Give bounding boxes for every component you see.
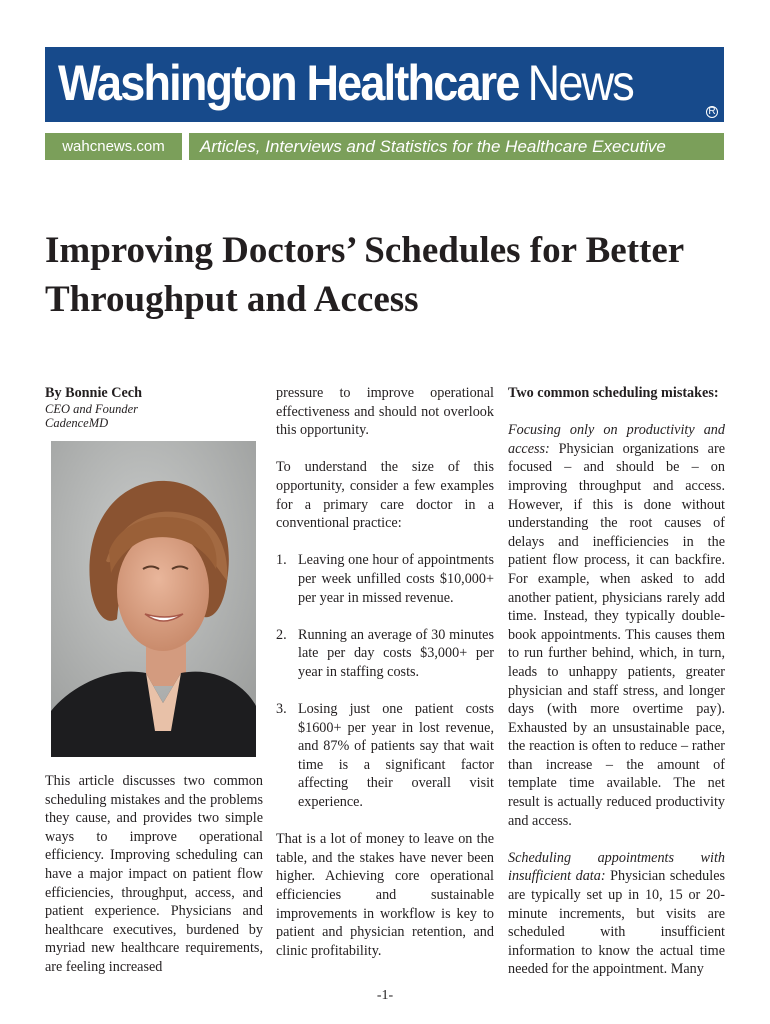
author-portrait-image xyxy=(51,441,256,757)
article-title: Improving Doctors’ Schedules for Better Throughput and Access xyxy=(45,230,684,320)
publication-tagline: Articles, Interviews and Statistics for the Healthcare Executive xyxy=(189,133,724,160)
mistake-2-paragraph xyxy=(508,849,725,979)
publication-name-bold: Washington Healthcare xyxy=(58,55,519,111)
mistake-2-lead: Scheduling appointments with insufficient data: xyxy=(508,849,725,885)
list-number: 2. xyxy=(276,626,287,643)
list-number: 1. xyxy=(276,552,287,569)
mistake-1-lead: Focusing only on productivity and access: xyxy=(508,422,725,457)
website-link[interactable]: wahcnews.com xyxy=(45,133,182,160)
column-1 xyxy=(45,384,263,977)
list-item xyxy=(276,700,494,812)
list-text: Leaving one hour of appointments per week unfilled costs $10,000+ per year in missed revenue. xyxy=(298,552,494,606)
publication-name-light: News xyxy=(527,55,633,111)
list-item xyxy=(276,551,494,607)
author-photo xyxy=(51,441,256,757)
mistake-1-text: Physician organizations are focused – and should be – on improving throughput and access. However, if this is done without understanding the root causes of delays and inefficiencies in the patient flow process, it can backfire. For example, when asked to add another patient, physicians rarely add time. Instead, they typically double-book appointments. This causes them to run further behind, which, in turn, leads to unhappy patients, greater physician and staff stress, and longer days (with more overtime pay). Exhausted by an unsustainable pace, the reaction is often to reduce – rather than increase – the amount of template time available. The net result is actually reduced productivity and access. xyxy=(508,440,725,829)
intro-paragraph: This article discusses two common scheduling mistakes and the problems they cause, and provides two simple ways to improve operational efficiency. Improving scheduling can have a major impact on patient flow efficiencies, throughput, access, and patient experience. Physicians and healthcare executives, burdened by myriad new healthcare requirements, are feeling increased xyxy=(45,773,263,975)
publication-name xyxy=(58,53,633,113)
mistake-2-text: Physician schedules are typically set up in 10, 15 or 20-minute increments, but visits are scheduled with insufficient information to know the actual time needed for the appointment. Many xyxy=(508,868,726,978)
list-item xyxy=(276,626,494,682)
list-number: 3. xyxy=(276,701,287,718)
list-text: Losing just one patient costs $1600+ per year in lost revenue, and 87% of patients say that wait time is a significant factor affecting their overall visit experience. xyxy=(298,701,494,811)
column-3 xyxy=(508,384,725,979)
col2-paragraph-1: pressure to improve operational effectiveness and should not overlook this opportunity. xyxy=(276,385,494,439)
author-role: CEO and Founder xyxy=(45,402,139,416)
mistake-1-paragraph xyxy=(508,421,725,830)
section-heading: Two common scheduling mistakes: xyxy=(508,385,719,401)
author-company: CadenceMD xyxy=(45,416,109,430)
column-2 xyxy=(276,384,494,960)
list-text: Running an average of 30 minutes late per day costs $3,000+ per year in staffing costs. xyxy=(298,626,494,680)
page-number: -1- xyxy=(376,988,394,1003)
byline: By Bonnie Cech xyxy=(45,385,142,401)
masthead xyxy=(45,47,724,122)
col2-paragraph-3: That is a lot of money to leave on the table, and the stakes have never been higher. Achieving core operational efficiencies and sustainable improvements in workflow is key to patient and physician retention, and clinic profitability. xyxy=(276,831,494,959)
col2-paragraph-2: To understand the size of this opportunity, consider a few examples for a primary care doctor in a conventional practice: xyxy=(276,459,494,532)
registered-mark: R xyxy=(706,106,718,118)
